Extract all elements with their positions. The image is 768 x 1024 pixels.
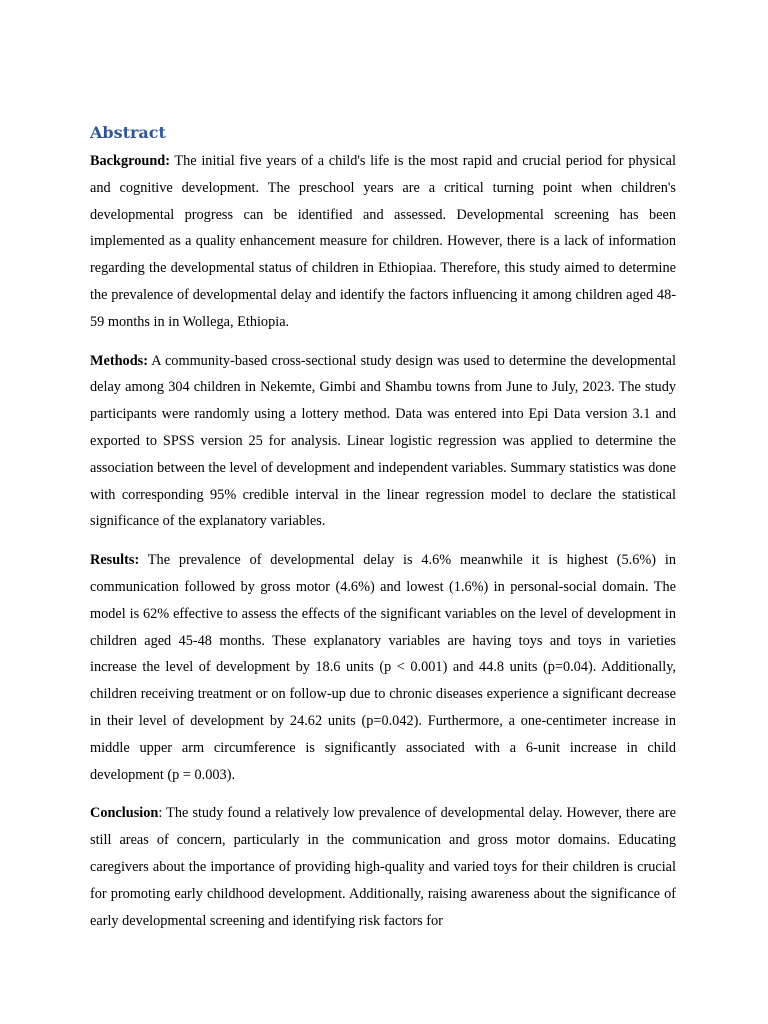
conclusion-paragraph: [90, 800, 676, 934]
results-text: The prevalence of developmental delay is 4.6% meanwhile it is highest (5.6%) in communication followed by gross motor (4.6%) and lowest (1.6%) in personal-social domain. The model is 62% effective to assess the effects of the significant variables on the level of development in children aged 45-48 months. These explanatory variables are having toys and toys in varieties increase the level of development by 18.6 units (p < 0.001) and 44.8 units (p=0.04). Additionally, children receiving treatment or on follow-up due to chronic diseases experience a significant decrease in their level of development by 24.62 units (p=0.042). Furthermore, a one-centimeter increase in middle upper arm circumference is significantly associated with a 6-unit increase in child development (p = 0.003).: [90, 552, 676, 783]
methods-paragraph: [90, 348, 676, 536]
methods-text: A community-based cross-sectional study design was used to determine the developmental delay among 304 children in Nekemte, Gimbi and Shambu towns from June to July, 2023. The study participants were randomly using a lottery method. Data was entered into Epi Data version 3.1 and exported to SPSS version 25 for analysis. Linear logistic regression was applied to determine the association between the level of development and independent variables. Summary statistics was done with corresponding 95% credible interval in the linear regression model to declare the statistical significance of the explanatory variables.: [90, 352, 676, 530]
abstract-heading: Abstract: [90, 123, 166, 142]
background-label: Background:: [90, 153, 170, 169]
conclusion-text: : The study found a relatively low prevalence of developmental delay. However, there are still areas of concern, particularly in the communication and gross motor domains. Educating caregivers about the importance of providing high-quality and varied toys for their children is crucial for promoting early childhood development. Additionally, raising awareness about the significance of early developmental screening and identifying risk factors for: [90, 805, 676, 929]
results-paragraph: [90, 547, 676, 788]
background-text: The initial five years of a child's life is the most rapid and crucial period for physical and cognitive development. The preschool years are a critical turning point when children's developmental progress can be identified and assessed. Developmental screening has been implemented as a quality enhancement measure for children. However, there is a lack of information regarding the developmental status of children in Ethiopiaa. Therefore, this study aimed to determine the prevalence of developmental delay and identify the factors influencing it among children aged 48-59 months in in Wollega, Ethiopia.: [90, 153, 676, 330]
conclusion-label: Conclusion: [90, 805, 159, 822]
background-paragraph: [90, 148, 676, 336]
abstract-content: [90, 122, 676, 946]
methods-label: Methods:: [90, 352, 148, 369]
results-label: Results:: [90, 552, 140, 569]
